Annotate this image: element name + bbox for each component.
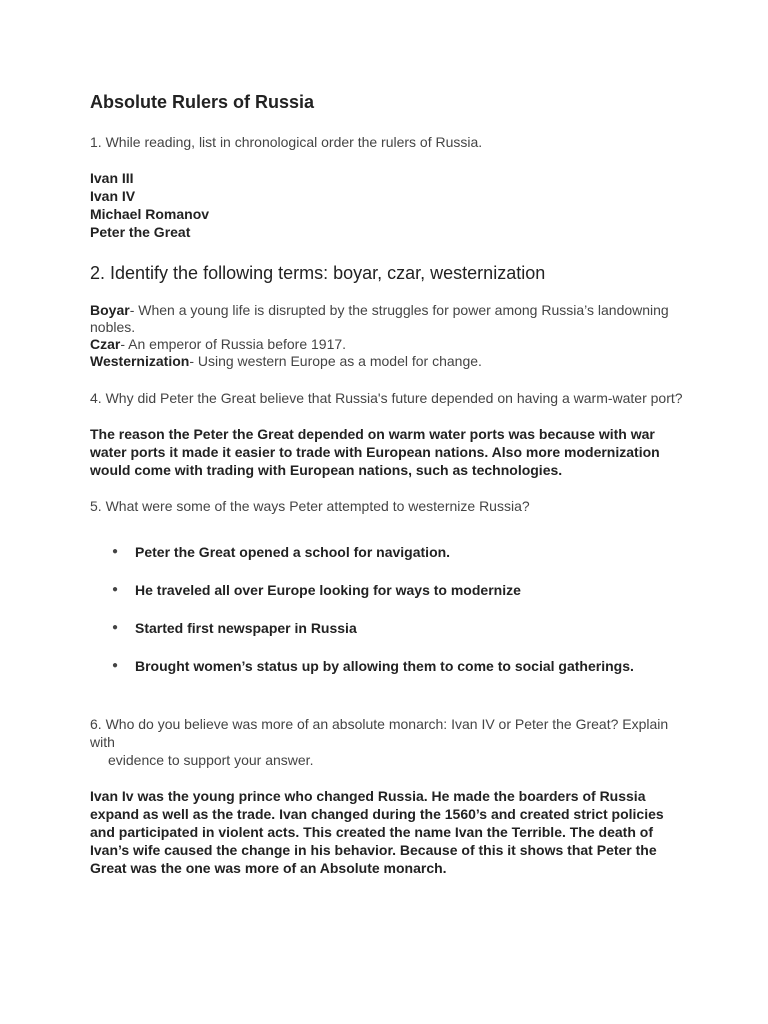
question-6: 6. Who do you believe was more of an absolute monarch: Ivan IV or Peter the Great? Explain with bbox=[90, 716, 669, 750]
list-item-text: He traveled all over Europe looking for ways to modernize bbox=[135, 582, 521, 598]
bullet-icon: ● bbox=[112, 660, 119, 671]
rulers-list bbox=[90, 169, 690, 241]
ruler-item: Ivan III bbox=[90, 170, 134, 186]
ruler-item: Peter the Great bbox=[90, 224, 191, 240]
page-title: Absolute Rulers of Russia bbox=[90, 92, 315, 112]
list-item bbox=[112, 581, 690, 599]
list-item-text: Peter the Great opened a school for navigation. bbox=[135, 544, 451, 560]
term-czar bbox=[90, 336, 690, 353]
term-definition: - An emperor of Russia before 1917. bbox=[120, 336, 347, 352]
term-boyar bbox=[90, 302, 690, 336]
list-item-text: Started first newspaper in Russia bbox=[135, 620, 357, 636]
document-page bbox=[90, 92, 690, 877]
question-5: 5. What were some of the ways Peter attempted to westernize Russia? bbox=[90, 498, 530, 514]
term-label: Westernization bbox=[90, 353, 190, 369]
bullet-icon: ● bbox=[112, 622, 119, 633]
terms-definitions bbox=[90, 302, 690, 370]
answer-4: The reason the Peter the Great depended on warm water ports was because with war water ports it made it easier to trade with European nations. Also more modernization would come with trading with European nations, such as technologies. bbox=[90, 426, 660, 478]
term-definition: - Using western Europe as a model for change. bbox=[189, 353, 482, 369]
ruler-item: Ivan IV bbox=[90, 188, 136, 204]
list-item bbox=[112, 543, 690, 561]
term-label: Boyar bbox=[90, 302, 130, 318]
westernization-list bbox=[90, 543, 690, 675]
term-definition: - When a young life is disrupted by the struggles for power among Russia’s landowning nobles. bbox=[90, 302, 669, 335]
ruler-item: Michael Romanov bbox=[90, 206, 210, 222]
term-westernization bbox=[90, 353, 690, 370]
answer-6: Ivan Iv was the young prince who changed Russia. He made the boarders of Russia expand as well as the trade. Ivan changed during the 1560’s and created strict policies and participated in violent acts. This created the name Ivan the Terrible. The death of Ivan’s wife caused the change in his behavior. Because of this it shows that Peter the Great was the one was more of an Absolute monarch. bbox=[90, 788, 664, 876]
term-label: Czar bbox=[90, 336, 121, 352]
question-4: 4. Why did Peter the Great believe that Russia's future depended on having a warm-water port? bbox=[90, 390, 683, 406]
question-6-continued: evidence to support your answer. bbox=[108, 752, 314, 768]
bullet-icon: ● bbox=[112, 546, 119, 557]
list-item bbox=[112, 619, 690, 637]
question-2-heading: 2. Identify the following terms: boyar, czar, westernization bbox=[90, 263, 546, 283]
question-1: 1. While reading, list in chronological order the rulers of Russia. bbox=[90, 134, 483, 150]
list-item bbox=[112, 657, 690, 675]
list-item-text: Brought women’s status up by allowing them to come to social gatherings. bbox=[135, 658, 634, 674]
bullet-icon: ● bbox=[112, 584, 119, 595]
